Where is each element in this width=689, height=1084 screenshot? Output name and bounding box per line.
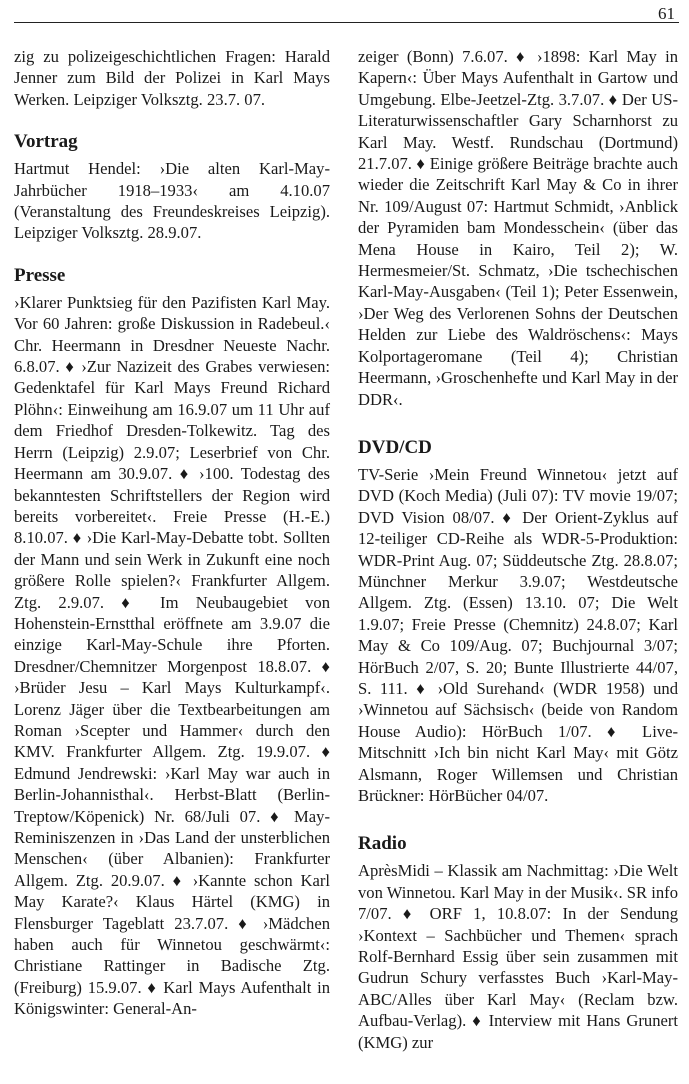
page-number: 61 — [658, 4, 675, 23]
radio-paragraph: AprèsMidi – Klassik am Nachmittag: ›Die Welt von Winnetou. Karl May in der Musik‹. SR info 7/07. ♦ ORF 1, 10.8.07: In der Sendung ›Kontext – Sachbücher und Themen‹ sprach Rolf-Bernhard Essig über sein zusammen mit Gudrun Schury verfasstes Buch ›Karl-May-ABC/Alles über Karl May‹ (Reclam bzw. Aufbau-Verlag). ♦ Interview mit Hans Grunert (KMG) zur — [358, 861, 678, 1052]
intro-paragraph: zig zu polizeigeschichtlichen Fragen: Harald Jenner zum Bild der Polizei in Karl Mays Werken. Leipziger Volksztg. 23.7. 07. — [14, 47, 330, 109]
section-heading-presse: Presse — [14, 264, 66, 286]
right-column — [358, 46, 678, 1053]
dvd-cd-paragraph: TV-Serie ›Mein Freund Winnetou‹ jetzt auf DVD (Koch Media) (Juli 07): TV movie 19/07; DVD Vision 08/07. ♦ Der Orient-Zyklus auf 12-teiliger CD-Reihe als WDR-5-Produktion: WDR-Print Aug. 07; Süddeutsche Ztg. 28.8.07; Münchner Merkur 3.9.07; Westdeutsche Allgem. Ztg. (Essen) 13.10. 07; Die Welt 1.9.07; Freie Presse (Chemnitz) 24.8.07; Karl May & Co 109/Aug. 07; Buchjournal 3/07; HörBuch 2/07, S. 20; Bunte Illustrierte 44/07, S. 111. ♦ ›Old Surehand‹ (WDR 1958) und ›Winnetou auf Sächsisch‹ (beide von Random House Audio): HörBuch 1/07. ♦ Live-Mitschnitt ›Ich bin nicht Karl May‹ mit Götz Alsmann, Roger Willemsen und Christian Brückner: HörBücher 04/07. — [358, 464, 678, 805]
presse-paragraph: ›Klarer Punktsieg für den Pazifisten Karl May. Vor 60 Jahren: große Diskussion in Radebeul.‹ Chr. Heermann in Dresdner Neueste Nachr. 6.8.07. ♦ ›Zur Nazizeit des Grabes verwiesen: Gedenktafel für Karl Mays Freund Richard Plöhn‹: Einweihung am 16.9.07 um 11 Uhr auf dem Friedhof Dresden-Tolkewitz. Tag des Herrn (Leipzig) 2.9.07; Leserbrief von Chr. Heermann am 30.9.07. ♦ ›100. Todestag des bekanntesten Schriftstellers der Region wird bereits vorbereitet‹. Freie Presse (H.-E.) 8.10.07. ♦ ›Die Karl-May-Debatte tobt. Sollten der Mann und sein Werk in Zukunft eine noch größere Rolle spielen?‹ Frankfurter Allgem. Ztg. 2.9.07. ♦ Im Neubaugebiet von Hohenstein-Ernstthal eröffnete am 3.9.07 die einzige Karl-May-Schule ihre Pforten. Dresdner/Chemnitzer Morgenpost 18.8.07. ♦ ›Brüder Jesu – Karl Mays Kulturkampf‹. Lorenz Jäger über die Textbearbeitungen am Roman ›Scepter und Hammer‹ durch den KMV. Frankfurter Allgem. Ztg. 19.9.07. ♦ Edmund Jendrewski: ›Karl May war auch in Berlin-Johannisthal‹. Herbst-Blatt (Berlin-Treptow/Köpenick) Nr. 68/Juli 07. ♦ May-Reminiszenzen in ›Das Land der unsterblichen Menschen‹ (über Albanien): Frankfurter Allgem. Ztg. 20.9.07. ♦ ›Kannte schon Karl May Karate?‹ Klaus Härtel (KMG) in Flensburger Tageblatt 23.7.07. ♦ ›Mädchen haben auch für Winnetou geschwärmt‹: Christiane Rattinger in Badische Ztg. (Freiburg) 15.9.07. ♦ Karl Mays Aufenthalt in Königswinter: General-An- — [14, 292, 330, 1019]
header-rule — [14, 22, 679, 23]
section-heading-dvd-cd: DVD/CD — [358, 436, 432, 458]
left-column — [14, 46, 330, 1020]
vortrag-paragraph: Hartmut Hendel: ›Die alten Karl-May-Jahrbücher 1918–1933‹ am 4.10.07 (Veranstaltung des Freundeskreises Leipzig). Leipziger Volksztg. 28.9.07. — [14, 159, 330, 243]
presse-continuation-paragraph: zeiger (Bonn) 7.6.07. ♦ ›1898: Karl May in Kapern‹: Über Mays Aufenthalt in Gartow und Umgebung. Elbe-Jeetzel-Ztg. 3.7.07. ♦ Der US-Literaturwissenschaftler Gary Scharnhorst zu Karl May. Westf. Rundschau (Dortmund) 21.7.07. ♦ Einige größere Beiträge brachte auch wieder die Zeitschrift Karl May & Co in ihrer Nr. 109/August 07: Hartmut Schmidt, ›Anblick der Pyramiden bam Mondesschein‹ (über das Mena House in Kairo, Teil 2); W. Hermesmeier/St. Schmatz, ›Die tschechischen Karl-May-Ausgaben‹ (Teil 1); Peter Essenwein, ›Der Weg des Verlorenen Sohns der Deutschen Helden zur Liebe des Waldröschens‹: Mays Kolportageromane (Teil 4); Christian Heermann, ›Groschenhefte und Karl May in der DDR‹. — [358, 47, 678, 409]
section-heading-vortrag: Vortrag — [14, 131, 78, 153]
section-heading-radio: Radio — [358, 833, 407, 855]
